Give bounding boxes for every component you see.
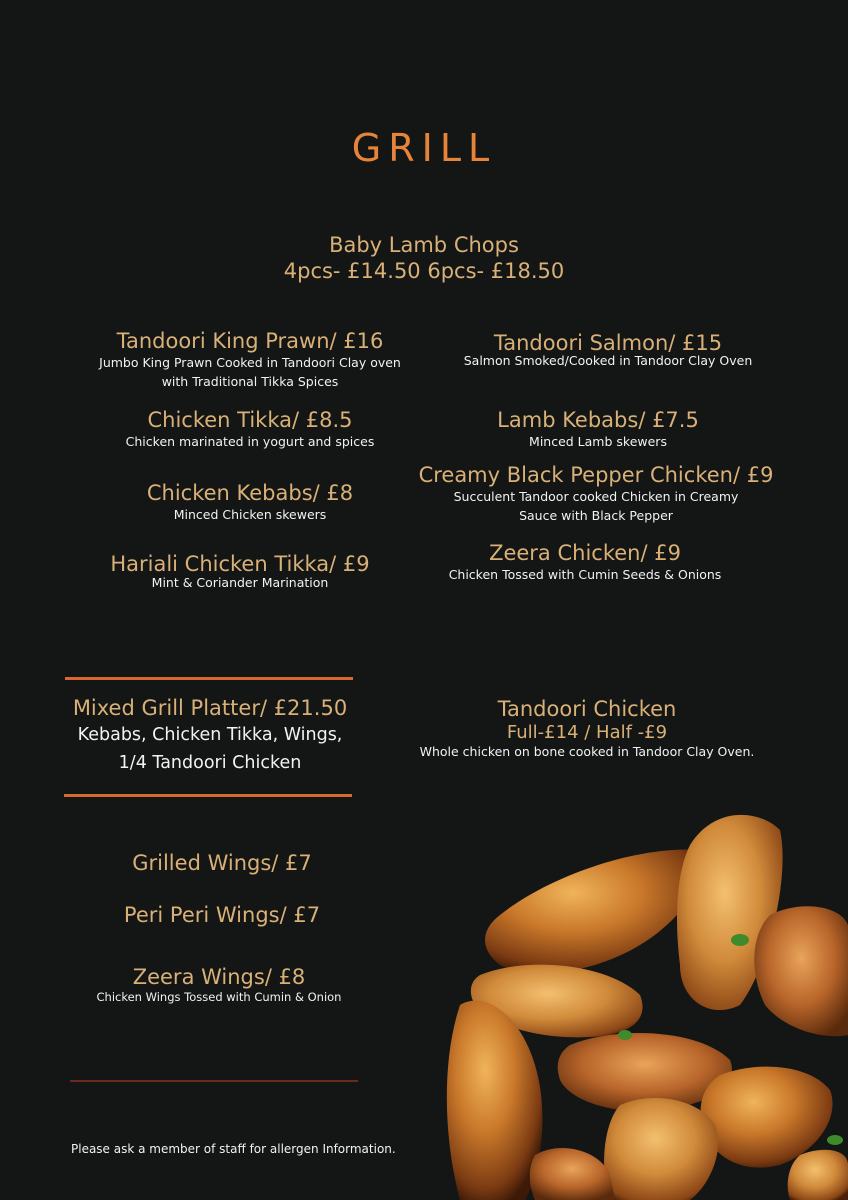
divider-footer: [70, 1080, 358, 1082]
menu-item-mixed-grill-platter: [40, 695, 380, 777]
menu-item-tandoori-king-prawn: [50, 329, 450, 391]
item-description: Sauce with Black Pepper: [519, 508, 673, 523]
item-description: Chicken Wings Tossed with Cumin & Onion: [96, 990, 342, 1004]
menu-item-tandoori-salmon: [408, 331, 808, 370]
menu-item-lamb-kebabs: [398, 408, 798, 451]
item-price: Full-£14 / Half -£9: [506, 722, 668, 743]
item-description: with Traditional Tikka Spices: [161, 374, 339, 389]
item-name: Chicken Tikka/ £8.5: [147, 408, 353, 432]
menu-item-grilled-wings: [22, 851, 422, 875]
allergen-note: Please ask a member of staff for allergen Information.: [71, 1142, 396, 1156]
menu-item-tandoori-chicken: [387, 696, 787, 760]
menu-item-zeera-chicken: [385, 541, 785, 584]
item-description: Kebabs, Chicken Tikka, Wings,: [77, 725, 343, 745]
item-name: Hariali Chicken Tikka/ £9: [110, 552, 370, 576]
item-description: Succulent Tandoor cooked Chicken in Creamy: [453, 489, 739, 504]
item-name: Zeera Chicken/ £9: [489, 541, 681, 565]
wing-piece: [530, 1148, 615, 1200]
herb-garnish: [827, 1135, 843, 1145]
item-description: Jumbo King Prawn Cooked in Tandoori Clay oven: [99, 355, 401, 370]
item-description: Minced Chicken skewers: [173, 507, 327, 522]
item-description: Chicken Tossed with Cumin Seeds & Onions: [448, 567, 722, 582]
herb-garnish: [618, 1030, 632, 1040]
menu-item-peri-peri-wings: [22, 903, 422, 927]
wing-piece: [604, 1098, 718, 1200]
menu-item-chicken-tikka: [50, 408, 450, 451]
item-name: Lamb Kebabs/ £7.5: [497, 408, 699, 432]
menu-item-hariali-chicken-tikka: [40, 552, 440, 592]
herb-garnish: [731, 934, 749, 946]
item-description: Salmon Smoked/Cooked in Tandoor Clay Oven: [463, 353, 753, 368]
item-name: Baby Lamb Chops: [329, 233, 519, 257]
divider-bottom: [64, 794, 352, 797]
wing-piece: [485, 849, 704, 973]
item-name: Zeera Wings/ £8: [132, 965, 306, 989]
item-description: Mint & Coriander Marination: [151, 575, 329, 590]
page-title: GRILL: [351, 126, 497, 170]
item-name: Mixed Grill Platter/ £21.50: [72, 696, 348, 720]
menu-item-zeera-wings: [19, 965, 419, 1005]
item-name: Creamy Black Pepper Chicken/ £9: [418, 463, 774, 487]
item-name: Chicken Kebabs/ £8: [146, 481, 354, 505]
menu-item-chicken-kebabs: [50, 481, 450, 524]
chicken-wings-image: [440, 805, 848, 1200]
menu-item-baby-lamb-chops: [0, 232, 848, 284]
item-name: Peri Peri Wings/ £7: [123, 903, 321, 927]
wing-piece: [788, 1150, 848, 1200]
wing-piece: [754, 906, 848, 1036]
item-name: Tandoori King Prawn/ £16: [116, 329, 384, 353]
item-name: Grilled Wings/ £7: [132, 851, 312, 875]
item-price: 4pcs- £14.50 6pcs- £18.50: [283, 259, 565, 283]
item-description: Chicken marinated in yogurt and spices: [125, 434, 375, 449]
item-description: Minced Lamb skewers: [529, 434, 667, 449]
item-description: Whole chicken on bone cooked in Tandoor Clay Oven.: [419, 744, 755, 759]
item-name: Tandoori Chicken: [497, 697, 677, 721]
menu-item-creamy-black-pepper-chicken: [396, 463, 796, 525]
divider-top: [65, 677, 353, 680]
item-description: 1/4 Tandoori Chicken: [118, 753, 302, 773]
item-name: Tandoori Salmon/ £15: [493, 331, 723, 355]
